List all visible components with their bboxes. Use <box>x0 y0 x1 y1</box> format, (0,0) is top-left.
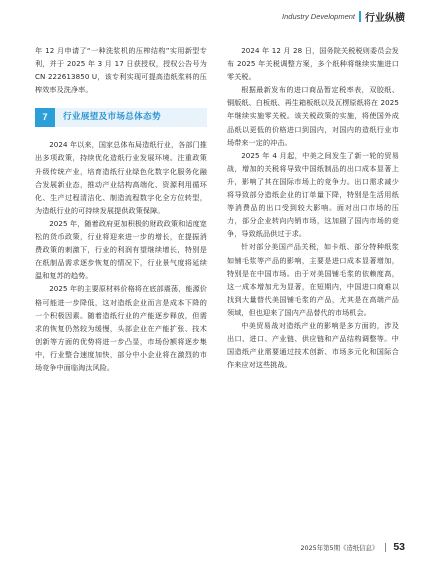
header-chinese-title: 行业纵横 <box>365 12 405 24</box>
section-number: 7 <box>35 108 55 127</box>
body-paragraph: 根据最新发布的进口商品暂定税率表，双胶纸、铜版纸、白板纸、再生箱板纸以及瓦楞原纸将在 2025 年继续实施零关税。该关税政策的实施，将使国外成品纸以更低的价格进口到国内，对国内的造纸行业市场带来一定的冲击。 <box>227 85 399 147</box>
header-english-title: Industry Development <box>282 11 355 21</box>
body-paragraph: 针对部分美国产品关税，如卡纸、部分特种纸浆如铺毛浆等产品的影响，主要是进口成本显著增加，特别是在中国市场。由于对美国铺毛浆的依赖度高，这一成本增加尤为显著，在短期内，中国进口商难以找到大量替代美国铺毛浆的产品，尤其是在高端产品领域，但也迎来了国内产品替代的市场机会。 <box>227 242 399 317</box>
body-paragraph: 2024 年 12 月 28 日，国务院关税税则委员会发布 2025 年关税调整方案，多个纸种将继续实施进口零关税。 <box>227 46 399 82</box>
right-column <box>227 44 399 371</box>
top-band <box>0 0 427 6</box>
section-title: 行业展望及市场总体态势 <box>63 112 161 123</box>
left-column <box>35 44 207 374</box>
page-footer <box>300 540 405 554</box>
body-paragraph: 2024 年以来，国家总体布局造纸行业，各部门推出多项政策，持续优化造纸行业发展环境。注重政策升级传统产业，培育造纸行业绿色化数字化服务化融合发展新业态，推动产业结构高端化、资源利用循环化、生产过程清洁化、制造流程数字化全方位转型，为造纸行业的可持续发展提供政策保障。 <box>35 140 207 215</box>
body-paragraph: 2025 年的主要原材料价格将在底部震荡，能源价格可能进一步降低，这对造纸企业而言是成本下降的一个积极因素。随着造纸行业的产能逐步释放，但需求的恢复仍然较为缓慢，头部企业在产能扩张、技术创新等方面的优势将进一步凸显，市场份额将逐步集中，行业整合速度加快，部分中小企业将在激烈的市场竞争中面临淘汰风险。 <box>35 284 207 372</box>
header-divider-bar <box>359 11 361 22</box>
footer-issue-info: 2025年第5期《造纸信息》 <box>300 543 379 552</box>
body-paragraph: 2025 年，随着政府更加积极的财政政策和适度宽松的货币政策，行业将迎来进一步的增长，在提振消费政策的刺激下，行业的利润有望继续增长，特别是在纸制品需求逐步恢复的情况下，行业景气度将延续温和复苏的趋势。 <box>35 218 207 281</box>
section-banner <box>35 108 207 127</box>
body-paragraph: 中美贸易战对造纸产业的影响是多方面的，涉及出口、进口、产业链、供应链和产品结构调整等。中国造纸产业需要通过技术创新、市场多元化和国际合作来应对这些挑战。 <box>227 320 399 370</box>
running-header <box>282 9 405 23</box>
body-paragraph: 2025 年 4 月起，中美之间发生了新一轮的贸易战，增加的关税将导致中国纸制品的出口成本显著上升，影响了其在国际市场上的竞争力。出口需求减少将导致部分造纸企业的订单量下降，特别是生活用纸等消费品的出口受到较大影响。面对出口市场的压力，部分企业转向内销市场，这加剧了国内市场的竞争，导致纸品供过于求。 <box>227 150 399 239</box>
page-number: 53 <box>393 541 405 553</box>
footer-divider <box>385 543 386 552</box>
intro-paragraph: 年 12 月申请了“一种洗浆机的压榨结构”实用新型专利，并于 2025 年 3 月 17 日获授权，授权公告号为 CN 222613850 U，该专利实现可提高造纸浆料的压榨效率及洗净率。 <box>35 46 207 95</box>
